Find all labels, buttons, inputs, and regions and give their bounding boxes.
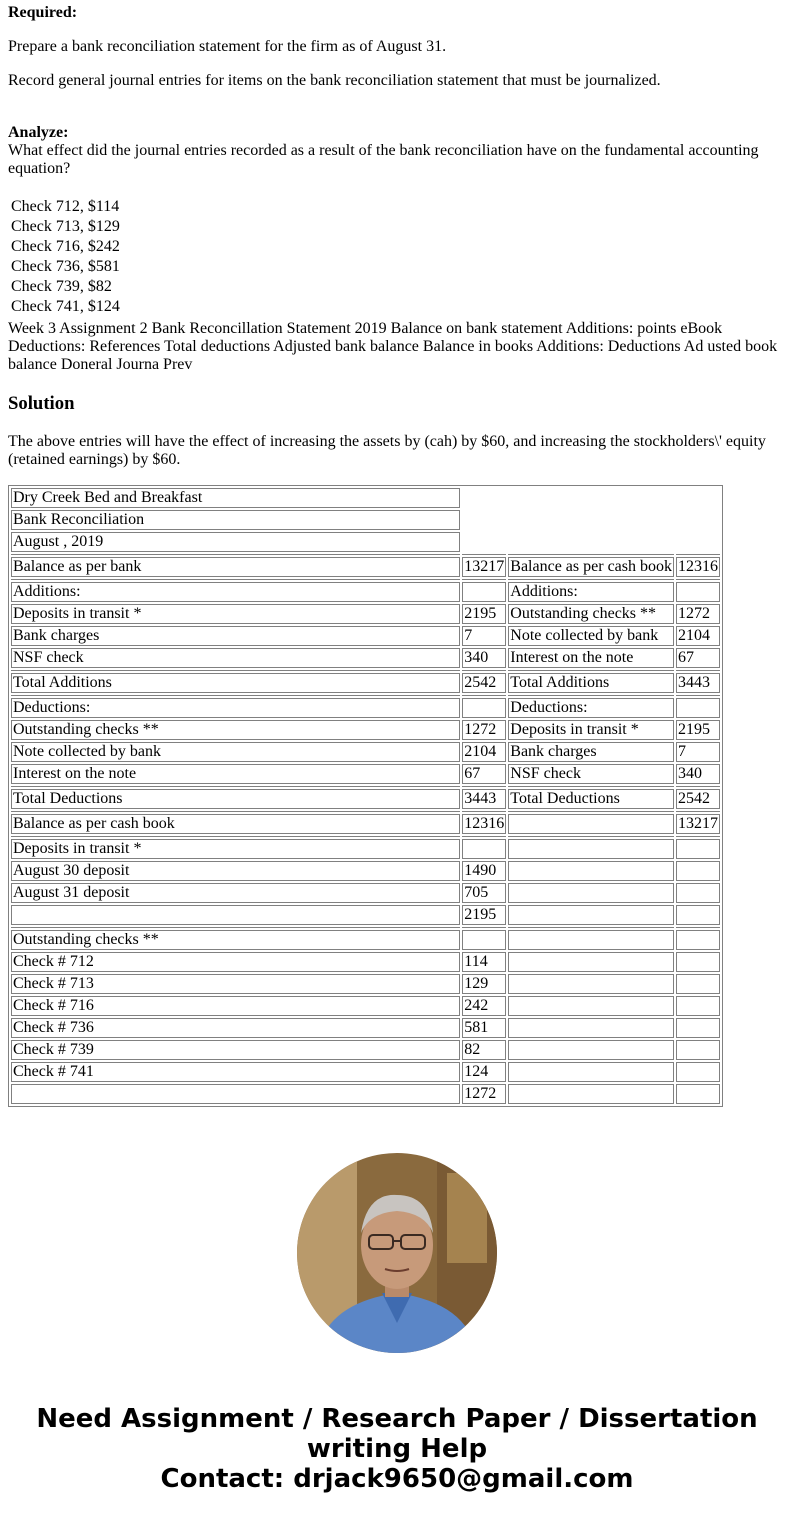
- recon-cell: Interest on the note: [508, 648, 674, 668]
- recon-cell: [508, 1062, 674, 1082]
- recon-row: [11, 974, 720, 994]
- recon-separator-cell: [462, 786, 506, 787]
- recon-cell: Total Additions: [11, 673, 460, 693]
- recon-cell: 12316: [678, 558, 718, 575]
- recon-cell: [508, 1040, 674, 1060]
- recon-cell: [508, 883, 674, 903]
- check-row: [10, 198, 121, 216]
- check-row: [10, 258, 121, 276]
- recon-row: [11, 720, 720, 740]
- recon-cell: 124: [462, 1062, 506, 1082]
- recon-separator-cell: [11, 811, 460, 812]
- check-amount: $581: [87, 258, 120, 275]
- recon-cell: 1490: [462, 861, 506, 881]
- recon-separator: [11, 579, 720, 580]
- check-row: [10, 298, 121, 316]
- analyze-heading: Analyze:: [8, 124, 69, 141]
- recon-row: [11, 604, 720, 624]
- analyze-question: What effect did the journal entries recorded as a result of the bank reconciliation have on the fundamental accounting equation?: [8, 142, 759, 177]
- recon-separator-cell: [508, 554, 674, 555]
- recon-cell: 7: [676, 742, 720, 762]
- check-label: Check 741,: [11, 298, 84, 315]
- required-line-2: Record general journal entries for items on the bank reconciliation statement that must be journalized.: [8, 72, 661, 89]
- footer-line-1: Need Assignment / Research Paper / Dissertation: [36, 1404, 758, 1434]
- recon-cell: [676, 1040, 720, 1060]
- required-line-1: Prepare a bank reconciliation statement for the firm as of August 31.: [8, 38, 447, 55]
- recon-cell: Deductions:: [11, 698, 460, 718]
- recon-row: [11, 673, 720, 693]
- recon-cell: Additions:: [11, 582, 460, 602]
- recon-cell: 2195: [462, 905, 506, 925]
- recon-cell: [508, 996, 674, 1016]
- recon-header-blank: [462, 488, 720, 552]
- recon-cell: August 31 deposit: [11, 883, 460, 903]
- recon-separator-cell: [676, 836, 720, 837]
- recon-cell: 2542: [462, 673, 506, 693]
- recon-row: [11, 789, 720, 809]
- recon-row: [11, 1018, 720, 1038]
- recon-cell: Note collected by bank: [508, 626, 674, 646]
- recon-cell: Balance as per bank: [11, 557, 460, 577]
- recon-cell: [676, 839, 720, 859]
- recon-cell: [462, 582, 506, 602]
- recon-separator-cell: [462, 670, 506, 671]
- footer-line-3: Contact: drjack9650@gmail.com: [160, 1464, 634, 1494]
- recon-cell: 2195: [462, 604, 506, 624]
- recon-separator-cell: [676, 811, 720, 812]
- recon-cell: [676, 905, 720, 925]
- recon-cell: [676, 952, 720, 972]
- recon-cell: [676, 930, 720, 950]
- recon-row: [11, 883, 720, 903]
- recon-cell: [508, 814, 674, 834]
- required-heading: Required:: [8, 4, 78, 21]
- recon-cell: 581: [462, 1018, 506, 1038]
- recon-separator-cell: [462, 836, 506, 837]
- recon-separator: [11, 695, 720, 696]
- recon-cell: [676, 974, 720, 994]
- check-label: Check 736,: [11, 258, 84, 275]
- recon-cell: Deposits in transit *: [11, 839, 460, 859]
- recon-cell: Balance as per cash book: [11, 814, 460, 834]
- recon-cell: 3443: [462, 789, 506, 809]
- checks-list: [8, 196, 123, 318]
- check-label: Check 739,: [11, 278, 84, 295]
- recon-cell: [462, 698, 506, 718]
- recon-cell: 2104: [676, 626, 720, 646]
- recon-cell: 3443: [676, 673, 720, 693]
- recon-cell: 1272: [462, 1084, 506, 1104]
- recon-header-cell: August , 2019: [11, 532, 460, 552]
- recon-row: [11, 742, 720, 762]
- recon-cell: Check # 736: [11, 1018, 460, 1038]
- recon-row: [11, 952, 720, 972]
- check-amount: $242: [87, 238, 120, 255]
- recon-cell: Check # 739: [11, 1040, 460, 1060]
- recon-cell: 82: [462, 1040, 506, 1060]
- check-amount: $82: [87, 278, 112, 295]
- recon-cell: 1272: [462, 720, 506, 740]
- recon-separator: [11, 811, 720, 812]
- recon-cell: Outstanding checks **: [11, 720, 460, 740]
- check-label: Check 712,: [11, 198, 84, 215]
- recon-row: [11, 582, 720, 602]
- footer-contact: [0, 1404, 794, 1494]
- recon-cell: 705: [462, 883, 506, 903]
- recon-separator-cell: [11, 695, 460, 696]
- recon-separator-cell: [462, 695, 506, 696]
- recon-separator-cell: [11, 836, 460, 837]
- recon-cell: 2542: [676, 789, 720, 809]
- recon-separator-cell: [508, 695, 674, 696]
- recon-cell: 13217: [678, 815, 718, 832]
- recon-separator-cell: [508, 786, 674, 787]
- recon-header-row: [11, 488, 720, 508]
- recon-cell: Check # 713: [11, 974, 460, 994]
- recon-cell: [676, 1018, 720, 1038]
- recon-separator-cell: [508, 927, 674, 928]
- check-amount: $124: [87, 298, 120, 315]
- recon-row: [11, 557, 720, 577]
- recon-cell: Check # 712: [11, 952, 460, 972]
- recon-cell: 67: [676, 648, 720, 668]
- recon-separator-cell: [462, 927, 506, 928]
- recon-cell: 340: [676, 764, 720, 784]
- recon-separator-cell: [11, 579, 460, 580]
- recon-cell: [676, 582, 720, 602]
- recon-header-cell: Dry Creek Bed and Breakfast: [11, 488, 460, 508]
- recon-cell: Total Deductions: [508, 789, 674, 809]
- recon-header-cell: Bank Reconciliation: [11, 510, 460, 530]
- recon-cell: 129: [462, 974, 506, 994]
- recon-cell: 2104: [462, 742, 506, 762]
- check-label: Check 713,: [11, 218, 84, 235]
- recon-separator-cell: [508, 579, 674, 580]
- author-photo-image: [297, 1153, 497, 1353]
- check-label: Check 716,: [11, 238, 84, 255]
- recon-cell: [676, 698, 720, 718]
- recon-cell: Check # 716: [11, 996, 460, 1016]
- check-row: [10, 238, 121, 256]
- recon-separator: [11, 670, 720, 671]
- recon-cell: [676, 996, 720, 1016]
- recon-cell: [676, 1084, 720, 1104]
- bank-reconciliation-table: [8, 485, 723, 1107]
- recon-row: [11, 648, 720, 668]
- recon-cell: Interest on the note: [11, 764, 460, 784]
- recon-cell: Deposits in transit *: [508, 720, 674, 740]
- recon-cell: [462, 930, 506, 950]
- recon-cell: [11, 905, 460, 925]
- check-row: [10, 218, 121, 236]
- recon-cell: 242: [462, 996, 506, 1016]
- recon-separator-cell: [676, 695, 720, 696]
- recon-cell: Outstanding checks **: [508, 604, 674, 624]
- check-amount: $114: [87, 198, 120, 215]
- recon-cell: 12316: [464, 815, 505, 832]
- recon-cell: Total Deductions: [11, 789, 460, 809]
- recon-cell: Note collected by bank: [11, 742, 460, 762]
- week-assignment-text: Week 3 Assignment 2 Bank Reconcillation Statement 2019 Balance on bank statement Additions: points eBook Deductions: References Total deductions Adjusted bank balance Balance in books Additions: Deductions Ad usted book balance Doneral Journa Prev: [8, 320, 778, 373]
- recon-row: [11, 764, 720, 784]
- recon-cell: Outstanding checks **: [11, 930, 460, 950]
- recon-row: [11, 814, 720, 834]
- recon-cell: Deposits in transit *: [11, 604, 460, 624]
- recon-cell: NSF check: [11, 648, 460, 668]
- check-amount: $129: [87, 218, 120, 235]
- recon-separator: [11, 927, 720, 928]
- recon-cell: [508, 1018, 674, 1038]
- recon-cell: [508, 930, 674, 950]
- recon-cell: [508, 839, 674, 859]
- recon-row: [11, 996, 720, 1016]
- recon-separator-cell: [11, 927, 460, 928]
- recon-cell: 340: [462, 648, 506, 668]
- recon-separator-cell: [508, 836, 674, 837]
- recon-cell: [508, 952, 674, 972]
- recon-separator: [11, 836, 720, 837]
- recon-row: [11, 1040, 720, 1060]
- recon-cell: August 30 deposit: [11, 861, 460, 881]
- recon-cell: Bank charges: [508, 742, 674, 762]
- recon-cell: Total Additions: [508, 673, 674, 693]
- recon-cell: Check # 741: [11, 1062, 460, 1082]
- recon-separator-cell: [676, 670, 720, 671]
- solution-text: The above entries will have the effect of increasing the assets by (cah) by $60, and increasing the stockholders\' equity (retained earnings) by $60.: [8, 433, 766, 468]
- recon-separator-cell: [508, 811, 674, 812]
- recon-cell: 7: [462, 626, 506, 646]
- recon-cell: [462, 839, 506, 859]
- recon-cell: [676, 861, 720, 881]
- recon-cell: Balance as per cash book: [510, 558, 672, 575]
- recon-cell: Bank charges: [11, 626, 460, 646]
- recon-separator-cell: [11, 670, 460, 671]
- recon-cell: NSF check: [508, 764, 674, 784]
- recon-separator-cell: [676, 554, 720, 555]
- recon-cell: 13217: [464, 558, 505, 575]
- recon-cell: 67: [462, 764, 506, 784]
- recon-row: [11, 930, 720, 950]
- recon-cell: [676, 1062, 720, 1082]
- check-row: [10, 278, 121, 296]
- author-photo: [297, 1153, 497, 1353]
- recon-cell: [508, 1084, 674, 1104]
- recon-separator-cell: [462, 579, 506, 580]
- recon-row: [11, 698, 720, 718]
- recon-row: [11, 1062, 720, 1082]
- recon-separator: [11, 554, 720, 555]
- recon-cell: 114: [462, 952, 506, 972]
- recon-separator-cell: [462, 554, 506, 555]
- recon-separator-cell: [11, 786, 460, 787]
- recon-cell: [676, 883, 720, 903]
- recon-separator-cell: [508, 670, 674, 671]
- recon-cell: 2195: [676, 720, 720, 740]
- recon-separator-cell: [676, 927, 720, 928]
- recon-cell: [11, 1084, 460, 1104]
- recon-row: [11, 861, 720, 881]
- recon-cell: Additions:: [508, 582, 674, 602]
- recon-cell: Deductions:: [508, 698, 674, 718]
- recon-separator-cell: [462, 811, 506, 812]
- recon-separator-cell: [676, 579, 720, 580]
- recon-cell: [508, 905, 674, 925]
- recon-row: [11, 626, 720, 646]
- recon-row: [11, 1084, 720, 1104]
- recon-separator-cell: [11, 554, 460, 555]
- recon-cell: [508, 861, 674, 881]
- recon-cell: 1272: [676, 604, 720, 624]
- recon-separator-cell: [676, 786, 720, 787]
- recon-separator: [11, 786, 720, 787]
- recon-row: [11, 905, 720, 925]
- footer-line-2: writing Help: [306, 1434, 488, 1464]
- solution-heading: Solution: [8, 393, 75, 414]
- recon-row: [11, 839, 720, 859]
- recon-cell: [508, 974, 674, 994]
